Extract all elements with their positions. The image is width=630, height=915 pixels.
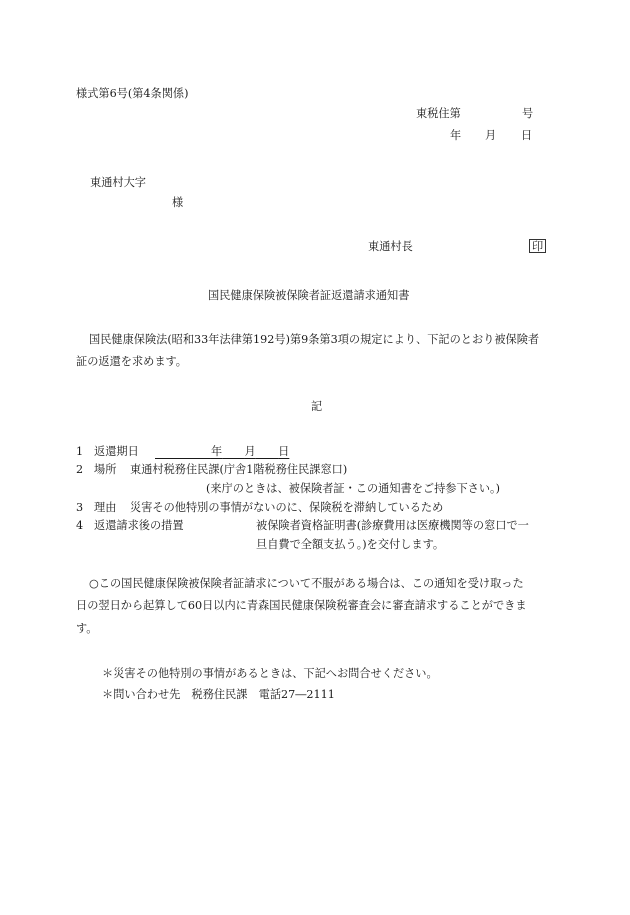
note-1: ＊災害その他特別の事情があるときは、下記へお問合せください。 bbox=[102, 667, 438, 680]
item-2-value: 東通村税務住民課(庁舎1階税務住民課窓口) bbox=[130, 463, 348, 476]
item-1-date-line bbox=[155, 445, 289, 458]
recipient-address: 東通村大字 bbox=[90, 176, 146, 189]
item-1-label: 返還期日 bbox=[94, 445, 139, 458]
ki-heading: 記 bbox=[311, 400, 323, 413]
item-3-value: 災害その他特別の事情がないのに、保険税を滞納しているため bbox=[130, 501, 444, 514]
doc-number-prefix: 東税住第 bbox=[416, 107, 461, 120]
item-4-value-line-2: 旦自費で全額支払う。)を交付します。 bbox=[256, 538, 445, 551]
item-4-value-line-1: 被保険者資格証明書(診療費用は医療機関等の窓口で一 bbox=[256, 519, 529, 532]
body-line-1: 国民健康保険法(昭和33年法律第192号)第9条第3項の規定により、下記のとおり被保険者 bbox=[89, 333, 540, 346]
seal-mark: 印 bbox=[529, 239, 546, 253]
item-2-number: 2 bbox=[76, 463, 84, 476]
item-3-label: 理由 bbox=[94, 501, 117, 514]
date-year: 年 bbox=[450, 129, 462, 142]
item-4-label: 返還請求後の措置 bbox=[94, 519, 184, 532]
issuer-name: 東通村長 bbox=[368, 240, 413, 253]
item-1-date bbox=[155, 446, 289, 457]
item-1-day: 日 bbox=[278, 445, 290, 458]
item-1-month: 月 bbox=[244, 445, 256, 458]
form-number: 様式第6号(第4条関係) bbox=[76, 87, 189, 100]
item-2-label: 場所 bbox=[94, 463, 117, 476]
item-2-note: (来庁のときは、被保険者証・この通知書をご持参下さい。) bbox=[206, 482, 501, 495]
document-title: 国民健康保険被保険者証返還請求通知書 bbox=[208, 289, 410, 302]
appeal-line-3: す。 bbox=[76, 622, 98, 635]
body-line-2: 証の返還を求めます。 bbox=[76, 355, 187, 368]
date-day: 日 bbox=[521, 129, 533, 142]
item-4-number: 4 bbox=[76, 519, 84, 532]
date-month: 月 bbox=[485, 129, 497, 142]
item-3-number: 3 bbox=[76, 501, 84, 514]
note-2: ＊問い合わせ先 税務住民課 電話27―2111 bbox=[102, 688, 335, 701]
appeal-line-2: 日の翌日から起算して60日以内に青森国民健康保険税審査会に審査請求することができま bbox=[76, 599, 527, 612]
appeal-line-1: ○この国民健康保険被保険者証請求について不服がある場合は、この通知を受け取った bbox=[89, 577, 524, 590]
doc-number-suffix: 号 bbox=[522, 107, 534, 120]
item-1-number: 1 bbox=[76, 445, 84, 458]
recipient-honorific: 様 bbox=[172, 196, 184, 209]
item-1-year: 年 bbox=[210, 445, 223, 458]
